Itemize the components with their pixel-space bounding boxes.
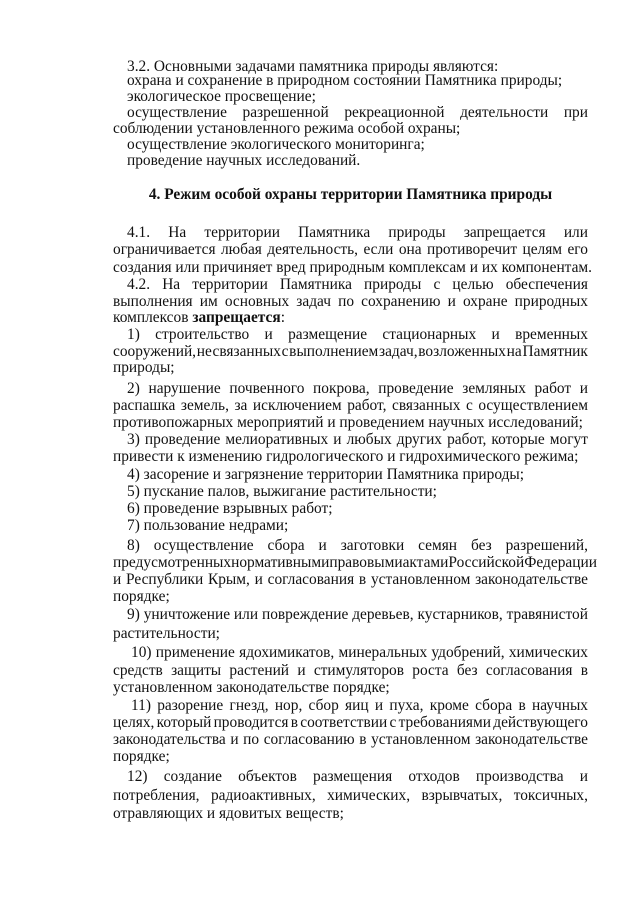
prohibited-prefix: комплексов [113, 309, 193, 326]
word: или [563, 224, 588, 241]
word: средств [113, 662, 163, 679]
list-item-11-line: порядке; [113, 748, 170, 765]
word: потребления, [113, 787, 200, 804]
word: Российской [448, 554, 525, 571]
word: в [580, 662, 588, 679]
task-item: проведение научных исследований. [127, 152, 361, 169]
word: которые [491, 431, 545, 448]
word: пуха, [389, 697, 424, 714]
word: проводится [213, 714, 289, 731]
word: требованиями [398, 714, 491, 731]
word: 4.1. [127, 224, 151, 241]
word: покрова, [313, 380, 370, 397]
prohibited-keyword: запрещается [192, 309, 281, 326]
word: осуществление [153, 537, 254, 554]
paragraph-4-2-line [127, 276, 588, 294]
word: им [199, 293, 218, 310]
word: сооружений, [113, 343, 197, 360]
list-item-9-line [127, 606, 588, 624]
word: работ [534, 380, 572, 397]
list-item-12-line [127, 768, 588, 786]
word: токсичных, [513, 787, 588, 804]
word: могут [549, 431, 588, 448]
word: распашка [113, 397, 176, 414]
word: без [456, 662, 478, 679]
word: связанных [212, 343, 281, 360]
word: связанных [392, 397, 461, 414]
word: противоречит [426, 241, 518, 258]
word: природы [388, 224, 446, 241]
word: ограничивается [113, 241, 216, 258]
word: соответствии [300, 714, 388, 731]
list-item-10-line [113, 662, 588, 680]
word: На [168, 224, 187, 241]
word: задач [296, 293, 331, 310]
word: за [234, 397, 248, 414]
word: радиоактивных, [210, 787, 316, 804]
word: при [563, 104, 588, 121]
task-item-continuation: соблюдении установленного режима особой охраны; [113, 120, 461, 137]
list-item-2-line [127, 380, 588, 398]
word: установленном [371, 731, 471, 748]
word: природных [514, 293, 588, 310]
word: и [318, 537, 327, 554]
word: удобрений, [431, 644, 505, 661]
list-item-2-line: противопожарных мероприятий и проведением научных исследований; [113, 414, 583, 431]
word: в [290, 714, 299, 731]
word: стационарных [382, 326, 477, 343]
word: почвенного [229, 380, 305, 397]
word: возложенных [418, 343, 506, 360]
word: нор, [274, 697, 303, 714]
word: отходов [408, 768, 460, 785]
word: создание [163, 768, 222, 785]
word: запрещается [463, 224, 546, 241]
list-item-3-line: привести к изменению гидрологического и гидрохимического режима; [113, 448, 579, 465]
word: сбора [475, 697, 513, 714]
word: который [156, 714, 212, 731]
word: заготовки [340, 537, 405, 554]
word: 10) [131, 644, 152, 661]
word: разрешенной [242, 104, 329, 121]
word: мелиоративных [225, 431, 329, 448]
word: и [264, 326, 273, 343]
word: производства [475, 768, 564, 785]
word: защиты [171, 662, 222, 679]
word: или [233, 606, 259, 623]
word: территории [204, 224, 280, 241]
list-item-7: 7) пользование недрами; [127, 517, 289, 534]
list-item-8-line: порядке; [113, 588, 170, 605]
word: нормативными [231, 554, 330, 571]
word: размещения [313, 768, 393, 785]
word: в [358, 571, 367, 588]
word: 4.2. [127, 276, 151, 293]
word: работ, [447, 431, 487, 448]
word: сбора [267, 537, 305, 554]
word: правовыми [329, 554, 403, 571]
word: по [243, 731, 260, 748]
prohibited-suffix: : [280, 309, 285, 326]
word: Памятника [279, 276, 352, 293]
word: с [389, 714, 397, 731]
word: стимуляторов [313, 662, 405, 679]
list-item-8-line [127, 537, 588, 555]
list-item-12-line [113, 787, 588, 805]
list-item-12-line: отравляющих и ядовитых веществ; [113, 805, 344, 822]
word: ядохимикатов, [239, 644, 335, 661]
task-item: охрана и сохранение в природном состоянии Памятника природы; [127, 72, 563, 89]
word: на [506, 343, 522, 360]
word: осуществлением [478, 397, 588, 414]
list-item-10-line [131, 644, 588, 662]
word: яиц [345, 697, 369, 714]
word: объектов [238, 768, 297, 785]
word: Крым, [207, 571, 250, 588]
word: и [113, 571, 122, 588]
paragraph-4-2-line [113, 309, 588, 327]
word: осуществление [127, 104, 227, 121]
word: задач, [379, 343, 418, 360]
paragraph-4-1-line [113, 241, 588, 259]
word: 2) [127, 380, 140, 397]
word: актами [402, 554, 449, 571]
paragraph-4-1-line [127, 224, 588, 242]
word: разрешений, [505, 537, 588, 554]
list-item-1-line [127, 326, 588, 344]
word: На [162, 276, 181, 293]
list-item-1-line: природы; [113, 359, 175, 376]
word: повреждение [261, 606, 349, 623]
task-item: осуществление экологического мониторинга; [127, 136, 425, 153]
word: разорение [157, 697, 224, 714]
word: согласования [485, 662, 573, 679]
word: без [470, 537, 492, 554]
word: территории [192, 276, 268, 293]
paragraph-4-1-line: создания или причиняет вред природным комплексам и их компонентам. [113, 259, 593, 276]
list-item-11-line [131, 697, 588, 715]
word: по [338, 293, 355, 310]
word: и [447, 293, 456, 310]
word: рекреационной [344, 104, 445, 121]
word: и [579, 768, 588, 785]
word: основных [224, 293, 290, 310]
word: роста [412, 662, 449, 679]
word: законодательстве [475, 571, 588, 588]
word: действующего [493, 714, 588, 731]
section-3-2-intro: 3.2. Основными задачами памятника природы являются: [127, 58, 499, 75]
word: кустарников, [417, 606, 503, 623]
word: семян [418, 537, 458, 554]
word: и [374, 697, 384, 714]
word: Памятника [298, 224, 371, 241]
word: с [465, 397, 473, 414]
list-item-3-line [127, 431, 588, 449]
word: законодательства [113, 731, 226, 748]
word: целям [522, 241, 563, 258]
list-item-11-line [113, 714, 588, 732]
word: она [398, 241, 422, 258]
word: деревьев, [352, 606, 414, 623]
word: гнезд, [229, 697, 269, 714]
word: земляных [462, 380, 526, 397]
word: научных [531, 697, 588, 714]
word: 8) [127, 537, 140, 554]
word: целях, [113, 714, 155, 731]
word: и [491, 326, 500, 343]
word: земель, [180, 397, 229, 414]
word: его [567, 241, 588, 258]
word: в [518, 697, 526, 714]
word: применение [155, 644, 235, 661]
word: и [254, 571, 263, 588]
word: Федерации [524, 554, 597, 571]
word: и [297, 662, 306, 679]
word: сбор [308, 697, 339, 714]
word: природы [364, 276, 422, 293]
word: проведение [378, 380, 454, 397]
word: деятельности [460, 104, 549, 121]
list-item-6: 6) проведение взрывных работ; [127, 500, 333, 517]
word: с [433, 276, 441, 293]
word: химических, [327, 787, 411, 804]
list-item-9-line: растительности; [113, 625, 220, 642]
list-item-2-line [113, 397, 588, 415]
word: травянистой [506, 606, 588, 623]
word: согласованию [263, 731, 355, 748]
word: выполнения [113, 293, 193, 310]
word: предусмотренных [113, 554, 232, 571]
word: выполнением [289, 343, 379, 360]
word: проведение [144, 431, 221, 448]
word: минеральных [338, 644, 428, 661]
list-item-8-line [113, 554, 597, 572]
word: целью [452, 276, 494, 293]
word: уничтожение [143, 606, 231, 623]
list-item-11-line [113, 731, 588, 749]
word: строительство [155, 326, 250, 343]
word: временных [515, 326, 588, 343]
word: 1) [127, 326, 140, 343]
list-item-8-line [113, 571, 588, 589]
word: охране [462, 293, 508, 310]
word: 3) [127, 431, 140, 448]
word: растений [229, 662, 290, 679]
list-item-4: 4) засорение и загрязнение территории Памятника природы; [127, 466, 525, 483]
word: установленном [370, 571, 471, 588]
word: если [363, 241, 394, 258]
word: любых [346, 431, 392, 448]
section-4-heading: 4. Режим особой охраны территории Памятника природы [148, 186, 553, 203]
word: согласования [267, 571, 355, 588]
word: деятельность, [267, 241, 359, 258]
word: нарушение [148, 380, 221, 397]
word: Памятник [522, 343, 588, 360]
word: и [230, 731, 239, 748]
word: кроме [429, 697, 469, 714]
word: обеспечения [505, 276, 588, 293]
word: и [333, 431, 342, 448]
word: исключением [252, 397, 342, 414]
word: сохранению [361, 293, 441, 310]
word: не [196, 343, 212, 360]
word: в [359, 731, 367, 748]
list-item-5: 5) пускание палов, выжигание растительности; [127, 483, 437, 500]
list-item-10-line: установленном законодательстве порядке; [113, 679, 390, 696]
word: и [579, 380, 588, 397]
word: 12) [127, 768, 148, 785]
word: химических [508, 644, 588, 661]
word: с [281, 343, 289, 360]
word: работ, [347, 397, 387, 414]
word: других [396, 431, 442, 448]
word: 9) [127, 606, 140, 623]
word: размещение [288, 326, 368, 343]
word: Республики [126, 571, 204, 588]
word: законодательстве [475, 731, 588, 748]
word: любая [220, 241, 262, 258]
word: взрывчатых, [421, 787, 503, 804]
task-item: экологическое просвещение; [127, 88, 316, 105]
word: 11) [131, 697, 151, 714]
